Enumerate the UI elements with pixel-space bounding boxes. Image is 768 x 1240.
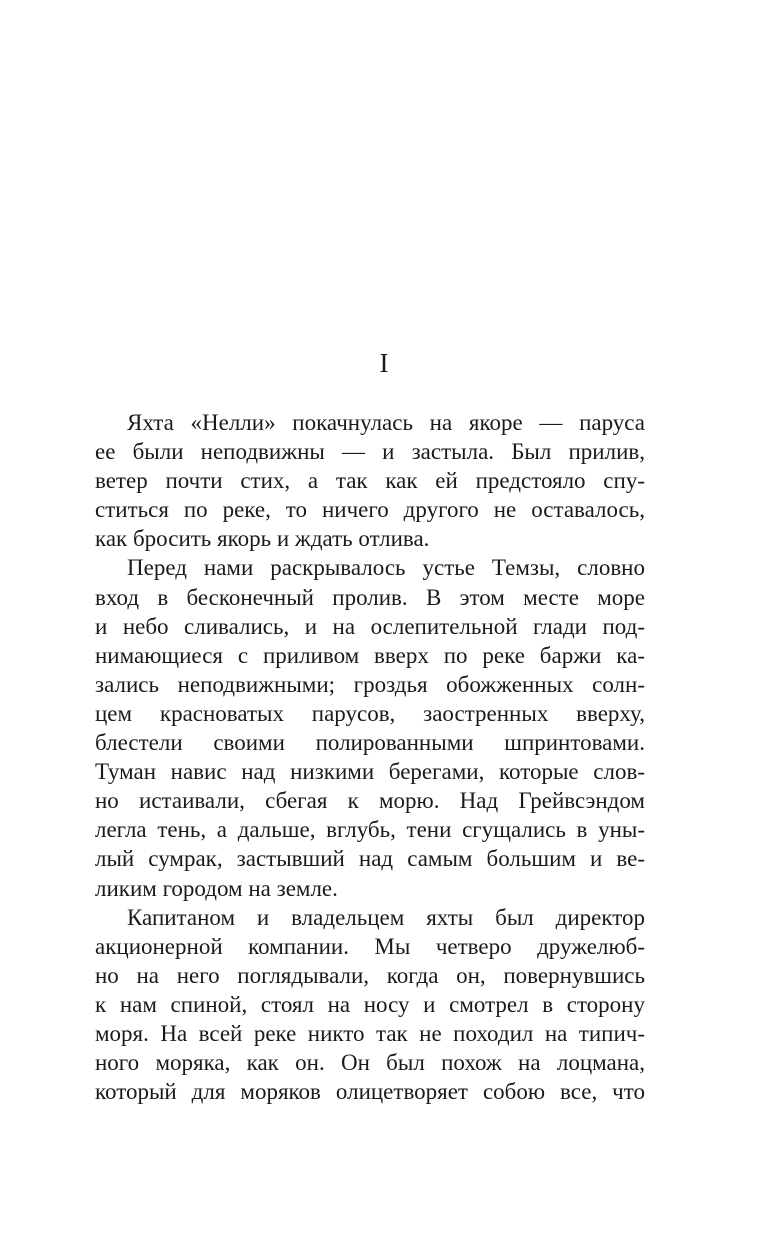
text-line: Перед нами раскрывалось устье Темзы, словно <box>127 555 645 581</box>
text-line: зались неподвижными; гроздья обожженных солн- <box>95 671 645 697</box>
text-line: как бросить якорь и ждать отлива. <box>95 526 430 552</box>
text-line: ее были неподвижны — и застыла. Был прилив, <box>95 439 645 465</box>
text-line: моря. На всей реке никто так не походил на типич- <box>95 1020 645 1046</box>
text-line: нимающиеся с приливом вверх по реке баржи ка- <box>95 642 645 668</box>
text-line: акционерной компании. Мы четверо дружелюб- <box>95 933 645 959</box>
text-line: блестели своими полированными шпринтовами. <box>95 730 645 756</box>
text-line: и небо сливались, и на ослепительной глади под- <box>95 613 645 639</box>
paragraph <box>95 903 645 1107</box>
text-line: но истаивали, сбегая к морю. Над Грейвсэндом <box>95 788 645 814</box>
text-line: легла тень, а дальше, вглубь, тени сгущались в уны- <box>95 817 645 843</box>
text-line: Капитаном и владельцем яхты был директор <box>127 904 645 930</box>
text-line: ветер почти стих, а так как ей предстояло спу- <box>95 468 645 494</box>
text-line: ликим городом на земле. <box>95 875 338 901</box>
text-line: который для моряков олицетворяет собою все, что <box>95 1079 645 1105</box>
text-line: вход в бесконечный пролив. В этом месте море <box>95 584 645 610</box>
paragraph <box>95 408 645 553</box>
text-line: цем красноватых парусов, заостренных вверху, <box>95 700 645 726</box>
text-line: Яхта «Нелли» покачнулась на якоре — паруса <box>127 410 645 435</box>
text-line: ного моряка, как он. Он был похож на лоцмана, <box>95 1050 645 1076</box>
chapter-number: I <box>379 348 389 378</box>
text-line: ститься по реке, то ничего другого не оставалось, <box>95 497 645 523</box>
text-line: к нам спиной, стоял на носу и смотрел в сторону <box>95 991 645 1017</box>
chapter-text <box>95 408 645 1106</box>
paragraph <box>95 553 645 902</box>
text-line: лый сумрак, застывший над самым большим и ве- <box>95 846 645 872</box>
text-line: но на него поглядывали, когда он, повернувшись <box>95 962 645 988</box>
text-line: Туман навис над низкими берегами, которые слов- <box>95 759 645 785</box>
